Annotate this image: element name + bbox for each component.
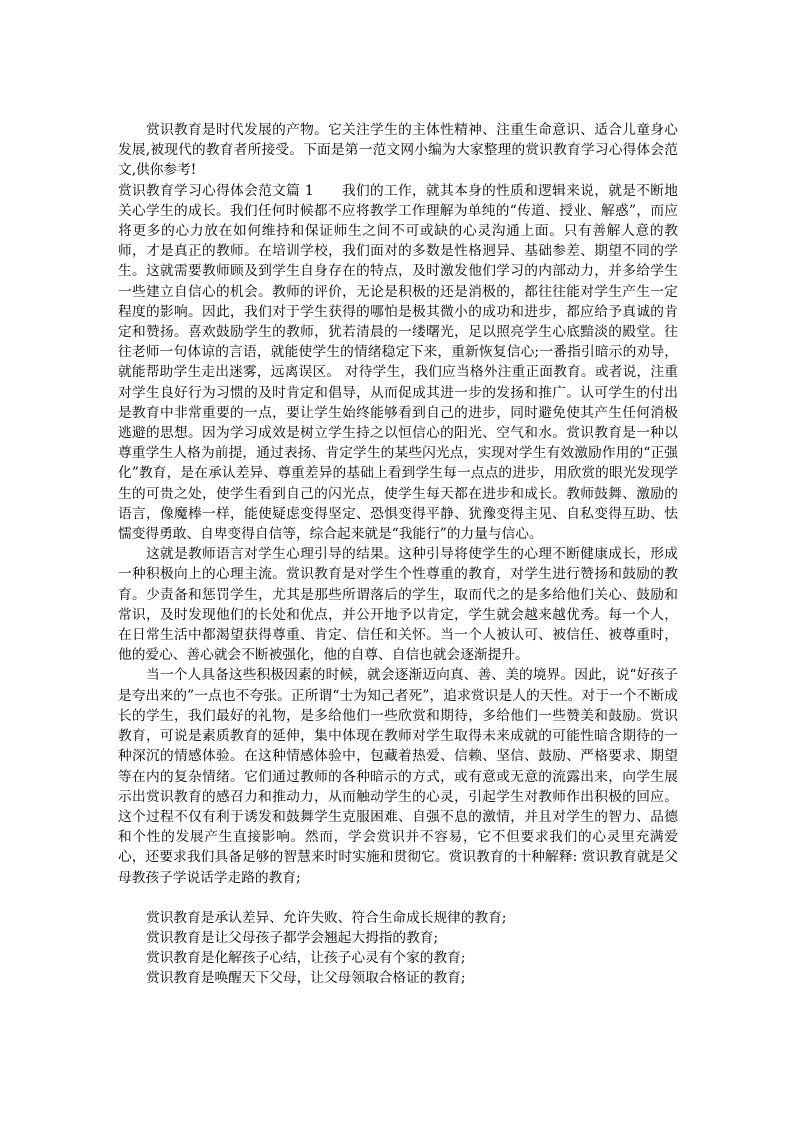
paragraph-gap bbox=[118, 888, 678, 908]
body-paragraph-3: 当一个人具备这些积极因素的时候，就会逐渐迈向真、善、美的境界。因此，说“好孩子是夸出来的”一点也不夸张。正所谓“士为知己者死”，追求赏识是人的天性。对于一个不断成长的学生，我们最好的礼物，是多给他们一些欣赏和期待，多给他们一些赞美和鼓励。赏识教育，可说是素质教育的延伸，集中体现在教师对学生取得未来成就的可能性暗含期待的一种深沉的情感体验。在这种情感体验中，包藏着热爱、信赖、坚信、鼓励、严格要求、期望等在内的复杂情绪。它们通过教师的各种暗示的方式，或有意或无意的流露出来，向学生展示出赏识教育的感召力和推动力，从而触动学生的心灵，引起学生对教师作出积极的回应。这个过程不仅有利于诱发和鼓舞学生克服困难、自强不息的激情，并且对学生的智力、品德和个性的发展产生直接影响。然而，学会赏识并不容易，它不但要求我们的心灵里充满爱心，还要求我们具备足够的智慧来时时实施和贯彻它。赏识教育的十种解释: 赏识教育就是父母教孩子学说话学走路的教育; bbox=[118, 667, 678, 886]
body-paragraph-2: 这就是教师语言对学生心理引导的结果。这种引导将使学生的心理不断健康成长，形成一种积极向上的心理主流。赏识教育是对学生个性尊重的教育，对学生进行赞扬和鼓励的教育。少责备和惩罚学生，尤其是那些所谓落后的学生，取而代之的是多给他们关心、鼓励和常识，及时发现他们的长处和优点，并公开地予以肯定，学生就会越来越优秀。每一个人，在日常生活中都渴望获得尊重、肯定、信任和关怀。当一个人被认可、被信任、被尊重时，他的爱心、善心就会不断被强化，他的自尊、自信也就会逐渐提升。 bbox=[118, 546, 678, 664]
list-item: 赏识教育是化解孩子心结，让孩子心灵有个家的教育; bbox=[146, 950, 466, 967]
list-item: 赏识教育是承认差异、允许失败、符合生命成长规律的教育; bbox=[146, 909, 507, 926]
document-page bbox=[118, 120, 678, 989]
list-item: 赏识教育是唤醒天下父母，让父母领取合格证的教育; bbox=[146, 970, 466, 987]
list-item: 赏识教育是让父母孩子都学会翘起大拇指的教育; bbox=[146, 929, 439, 946]
section-paragraph-1: 赏识教育学习心得体会范文篇 1 我们的工作，就其本身的性质和逻辑来说，就是不断地关心学生的成长。我们任何时候都不应将教学工作理解为单纯的“传道、授业、解惑”，而应将更多的心力放在如何维持和保证师生之间不可或缺的心灵沟通上面。只有善解人意的教师，才是真正的教师。在培训学校，我们面对的多数是性格迥异、基础参差、期望不同的学生。这就需要教师顾及到学生自身存在的特点，及时激发他们学习的内部动力，并多给学生一些建立自信心的机会。教师的评价，无论是积极的还是消极的，都往往能对学生产生一定程度的影响。因此，我们对于学生获得的哪怕是极其微小的成功和进步，都应给予真诚的肯定和赞扬。喜欢鼓励学生的教师，犹若清晨的一缕曙光，足以照亮学生心底黯淡的殿堂。往往老师一句体谅的言语，就能使学生的情绪稳定下来，重新恢复信心;一番指引暗示的劝导，就能帮助学生走出迷雾，远离误区。 对待学生，我们应当格外注重正面教育。或者说，注重对学生良好行为习惯的及时肯定和倡导，从而促成其进一步的发扬和推广。认可学生的付出是教育中非常重要的一点，要让学生始终能够看到自己的进步，同时避免使其产生任何消极逃避的思想。因为学习成效是树立学生持之以恒信心的阳光、空气和水。赏识教育是一种以尊重学生人格为前提，通过表扬、肯定学生的某些闪光点，实现对学生有效激励作用的“正强化”教育，是在承认差异、尊重差异的基础上看到学生每一点点的进步，用欣赏的眼光发现学生的可贵之处，使学生看到自己的闪光点，使学生每天都在进步和成长。教师鼓舞、激励的语言，像魔棒一样，能使疑虑变得坚定、恐惧变得平静、犹豫变得主见、自私变得互助、怯懦变得勇敢、自卑变得自信等，综合起来就是“我能行”的力量与信心。 bbox=[118, 182, 678, 543]
intro-paragraph: 赏识教育是时代发展的产物。它关注学生的主体性精神、注重生命意识、适合儿童身心发展,被现代的教育者所接受。下面是第一范文网小编为大家整理的赏识教育学习心得体会范文,供你参考! bbox=[118, 122, 678, 179]
